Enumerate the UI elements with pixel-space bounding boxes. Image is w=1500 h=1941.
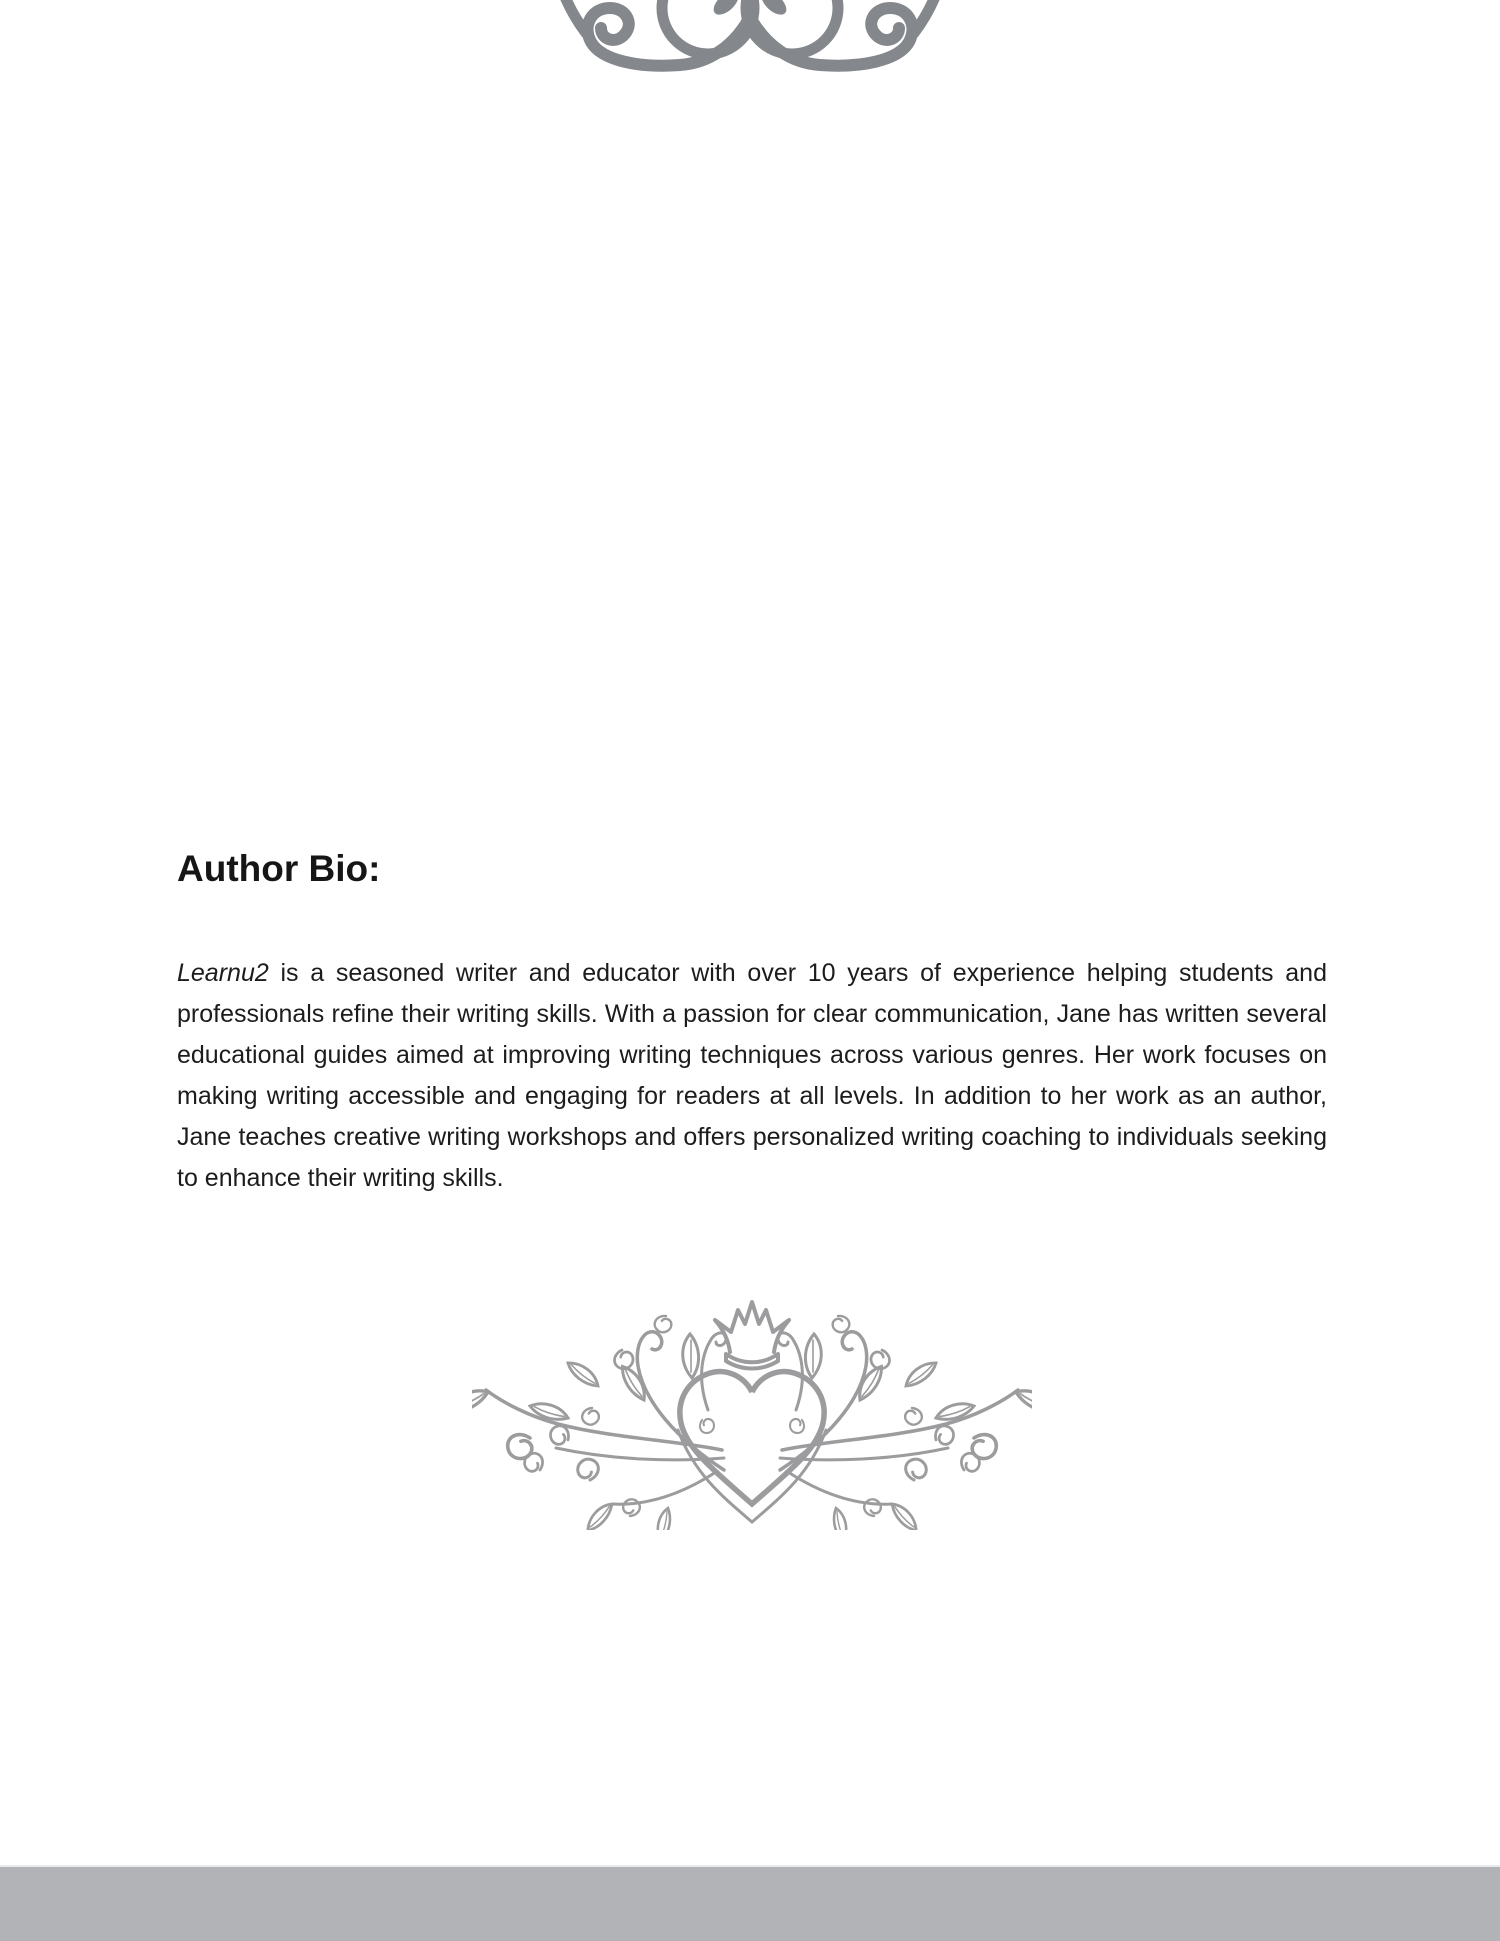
author-bio-paragraph [177, 953, 1327, 1199]
author-bio-text: is a seasoned writer and educator with over 10 years of experience helping students and professionals refine their writing skills. With a passion for clear communication, Jane has written several educational guides aimed at improving writing techniques across various genres. Her work focuses on making writing accessible and engaging for readers at all levels. In addition to her work as an author, Jane teaches creative writing workshops and offers personalized writing coaching to individuals seeking to enhance their writing skills. [177, 959, 1327, 1192]
top-flourish-icon [540, 0, 960, 75]
author-name-italic: Learnu2 [177, 959, 269, 987]
author-bio-heading: Author Bio: [177, 848, 381, 889]
heart-flourish-icon [472, 1290, 1032, 1530]
footer-bar [0, 1865, 1500, 1941]
